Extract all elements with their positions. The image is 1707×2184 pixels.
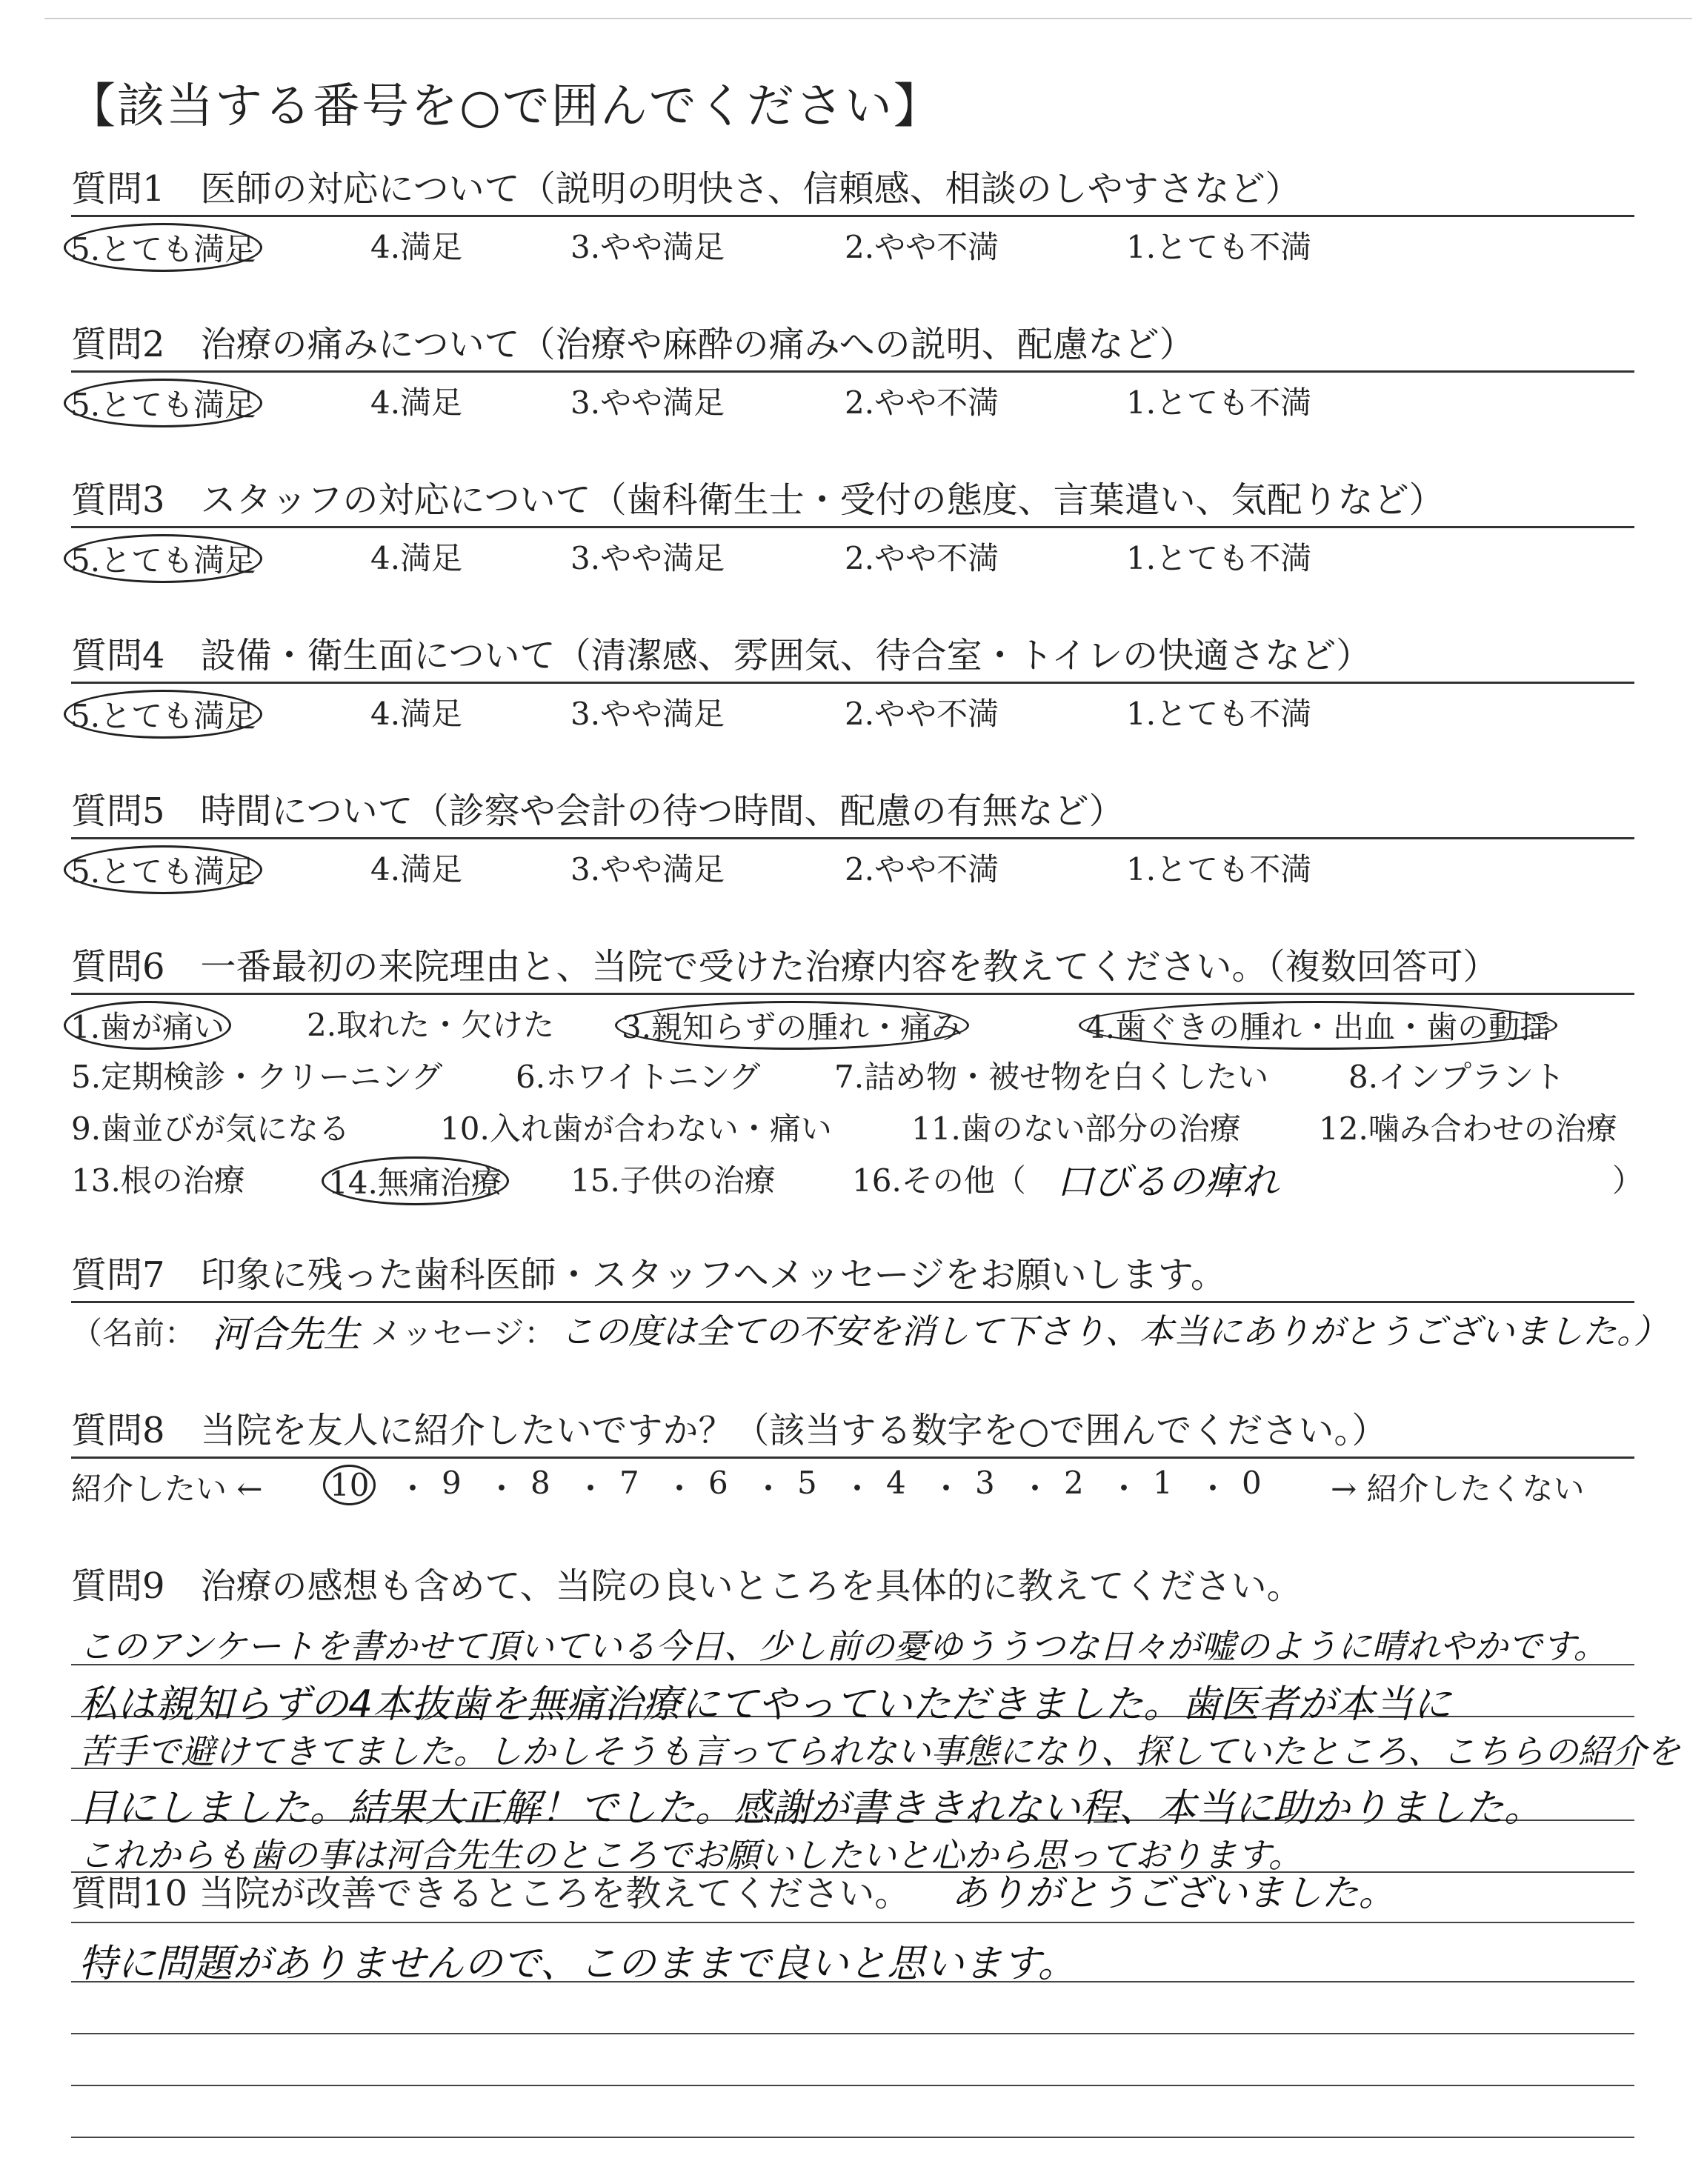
option-1[interactable]: 1.とても不満 — [1126, 384, 1312, 421]
scale-dot: ・ — [1019, 1471, 1051, 1507]
scale-0[interactable]: 0 — [1242, 1465, 1262, 1501]
option-3[interactable]: 3.やや満足 — [570, 229, 725, 265]
question-3 — [71, 476, 1634, 583]
option-1[interactable]: 1.とても不満 — [1126, 229, 1312, 265]
selected-circle: 10 — [323, 1465, 376, 1505]
message-label: メッセージ： — [370, 1315, 556, 1351]
selected-circle: 5.とても満足 — [64, 534, 262, 583]
scale-4[interactable]: 4 — [886, 1465, 906, 1501]
option-16[interactable]: 16.その他（ — [852, 1162, 1026, 1199]
scale-left-label: 紹介したい ← — [71, 1471, 263, 1507]
option-4[interactable]: 4.満足 — [370, 229, 463, 265]
scale-right-label: → 紹介したくない — [1331, 1471, 1585, 1507]
scale-7[interactable]: 7 — [619, 1465, 639, 1501]
scale-dot: ・ — [397, 1471, 429, 1507]
scale-5[interactable]: 5 — [797, 1465, 817, 1501]
option-5[interactable] — [71, 690, 262, 739]
question-7-title: 質問7 印象に残った歯科医師・スタッフへメッセージをお願いします。 — [71, 1254, 1226, 1296]
rule — [71, 2137, 1634, 2138]
handwritten-line: このアンケートを書かせて頂いている今日、少し前の憂ゆううつな日々が嘘のように晴れやかです。 — [79, 1626, 1608, 1666]
option-3[interactable]: 3.やや満足 — [570, 696, 725, 732]
option-11[interactable]: 11.歯のない部分の治療 — [911, 1111, 1241, 1147]
selected-circle: 5.とても満足 — [64, 690, 262, 739]
question-7 — [71, 1251, 1668, 1358]
option-3[interactable]: 3.やや満足 — [570, 384, 725, 421]
rule — [71, 1922, 1634, 1923]
question-1 — [71, 164, 1634, 272]
question-2 — [71, 320, 1634, 427]
option-2[interactable]: 2.やや不満 — [845, 229, 999, 265]
name-handwritten: 河合先生 — [212, 1313, 360, 1356]
option-1[interactable] — [71, 1001, 231, 1050]
question-4-title: 質問4 設備・衛生面について（清潔感、雰囲気、待合室・トイレの快適さなど） — [71, 635, 1372, 676]
handwritten-line: 特に問題がありませんので、このままで良いと思います。 — [79, 1942, 1077, 1986]
question-3-options — [71, 528, 1634, 583]
question-9-title: 質問9 治療の感想も含めて、当院の良いところを具体的に教えてください。 — [71, 1565, 1302, 1607]
selected-circle: 5.とても満足 — [64, 845, 262, 894]
scale-dot: ・ — [486, 1471, 518, 1507]
question-6-title: 質問6 一番最初の来院理由と、当院で受けた治療内容を教えてください。（複数回答可） — [71, 946, 1499, 988]
other-handwritten: 口びるの痺れ — [1057, 1160, 1279, 1203]
scale-3[interactable]: 3 — [975, 1465, 995, 1501]
scale-8[interactable]: 8 — [530, 1465, 550, 1501]
question-10-title — [71, 1868, 1634, 1917]
question-8-scale — [71, 1459, 1634, 1514]
selected-circle: 3.親知らずの腫れ・痛み — [615, 1001, 969, 1050]
question-6-options — [70, 995, 1644, 1210]
option-15[interactable]: 15.子供の治療 — [570, 1162, 776, 1199]
option-5[interactable] — [71, 223, 262, 272]
selected-circle: 4.歯ぐきの腫れ・出血・歯の動揺 — [1079, 1001, 1557, 1050]
question-10-trailing-handwritten: ありがとうございました。 — [951, 1871, 1396, 1914]
question-2-options — [71, 373, 1634, 427]
option-4[interactable] — [1086, 1001, 1557, 1050]
question-5 — [71, 787, 1634, 894]
question-10-label: 質問10 当院が改善できるところを教えてください。 — [71, 1873, 911, 1914]
option-2[interactable]: 2.やや不満 — [845, 696, 999, 732]
question-8-title: 質問8 当院を友人に紹介したいですか？（該当する数字を○で囲んでください。） — [71, 1410, 1388, 1451]
option-1[interactable]: 1.とても不満 — [1126, 540, 1312, 576]
scale-dot: ・ — [664, 1471, 696, 1507]
option-5[interactable] — [71, 845, 262, 894]
option-4[interactable]: 4.満足 — [370, 540, 463, 576]
top-border — [44, 18, 1692, 19]
option-3[interactable]: 3.やや満足 — [570, 540, 725, 576]
option-7[interactable]: 7.詰め物・被せ物を白くしたい — [834, 1059, 1269, 1095]
rule — [71, 2033, 1634, 2034]
message-handwritten: この度は全ての不安を消して下さり、本当にありがとうございました。） — [560, 1311, 1668, 1351]
option-4[interactable]: 4.満足 — [370, 384, 463, 421]
question-5-title: 質問5 時間について（診察や会計の待つ時間、配慮の有無など） — [71, 790, 1125, 832]
selected-circle: 1.歯が痛い — [64, 1001, 231, 1050]
handwritten-line: 目にしました。結果大正解！でした。感謝が書ききれない程、本当に助かりました。 — [79, 1786, 1543, 1831]
option-2[interactable]: 2.やや不満 — [845, 384, 999, 421]
question-1-title: 質問1 医師の対応について（説明の明快さ、信頼感、相談のしやすさなど） — [71, 168, 1301, 210]
option-1[interactable]: 1.とても不満 — [1126, 696, 1312, 732]
option-8[interactable]: 8.インプラント — [1348, 1059, 1565, 1095]
question-6 — [70, 942, 1644, 1210]
question-7-answer — [71, 1303, 1668, 1358]
question-10-answer-area — [71, 1917, 1634, 2184]
scale-2[interactable]: 2 — [1064, 1465, 1084, 1501]
question-4 — [71, 631, 1634, 739]
option-5[interactable] — [71, 534, 262, 583]
option-13[interactable]: 13.根の治療 — [71, 1162, 245, 1199]
scale-dot: ・ — [1108, 1471, 1140, 1507]
scale-6[interactable]: 6 — [708, 1465, 728, 1501]
question-10 — [71, 1868, 1634, 2184]
option-4[interactable]: 4.満足 — [370, 851, 463, 888]
scale-9[interactable]: 9 — [442, 1465, 462, 1501]
question-9-answer-area — [71, 1611, 1680, 1892]
option-2[interactable]: 2.やや不満 — [845, 851, 999, 888]
option-14[interactable] — [329, 1156, 509, 1205]
question-5-options — [71, 839, 1634, 894]
option-6[interactable]: 6.ホワイトニング — [516, 1059, 761, 1095]
option-4[interactable]: 4.満足 — [370, 696, 463, 732]
other-close-paren: ） — [1612, 1162, 1644, 1199]
page-heading: 【該当する番号を○で囲んでください】 — [68, 79, 942, 134]
option-3[interactable] — [622, 1001, 969, 1050]
name-label: （名前： — [71, 1315, 196, 1351]
handwritten-line: 私は親知らずの4本抜歯を無痛治療にてやっていただきました。歯医者が本当に — [79, 1682, 1452, 1727]
scale-dot: ・ — [931, 1471, 962, 1507]
option-3[interactable]: 3.やや満足 — [570, 851, 725, 888]
handwritten-line: 苦手で避けてきてました。しかしそうも言ってられない事態になり、探していたところ、こちらの紹介を — [79, 1731, 1680, 1771]
option-2[interactable]: 2.やや不満 — [845, 540, 999, 576]
scale-dot: ・ — [842, 1471, 874, 1507]
question-3-title: 質問3 スタッフの対応について（歯科衛生士・受付の態度、言葉遣い、気配りなど） — [71, 479, 1445, 521]
scale-1[interactable]: 1 — [1153, 1465, 1173, 1501]
question-9 — [71, 1562, 1680, 1892]
option-2[interactable]: 2.取れた・欠けた — [307, 1007, 555, 1043]
option-5[interactable] — [71, 379, 262, 427]
option-9[interactable]: 9.歯並びが気になる — [71, 1111, 350, 1147]
question-2-title: 質問2 治療の痛みについて（治療や麻酔の痛みへの説明、配慮など） — [71, 324, 1195, 365]
option-10[interactable]: 10.入れ歯が合わない・痛い — [440, 1111, 832, 1147]
option-12[interactable]: 12.噛み合わせの治療 — [1319, 1111, 1617, 1147]
scale-dot: ・ — [1197, 1471, 1229, 1507]
option-1[interactable]: 1.とても不満 — [1126, 851, 1312, 888]
rule — [71, 2085, 1634, 2086]
question-1-options — [71, 217, 1634, 272]
selected-circle: 5.とても満足 — [64, 223, 262, 272]
scale-dot: ・ — [575, 1471, 607, 1507]
question-8 — [71, 1406, 1634, 1514]
question-4-options — [71, 684, 1634, 739]
scale-10[interactable] — [330, 1465, 376, 1505]
scale-dot: ・ — [753, 1471, 785, 1507]
selected-circle: 5.とても満足 — [64, 379, 262, 427]
selected-circle: 14.無痛治療 — [322, 1156, 509, 1205]
option-5[interactable]: 5.定期検診・クリーニング — [71, 1059, 443, 1095]
handwritten-line: これからも歯の事は河合先生のところでお願いしたいと心から思っております。 — [79, 1835, 1302, 1875]
